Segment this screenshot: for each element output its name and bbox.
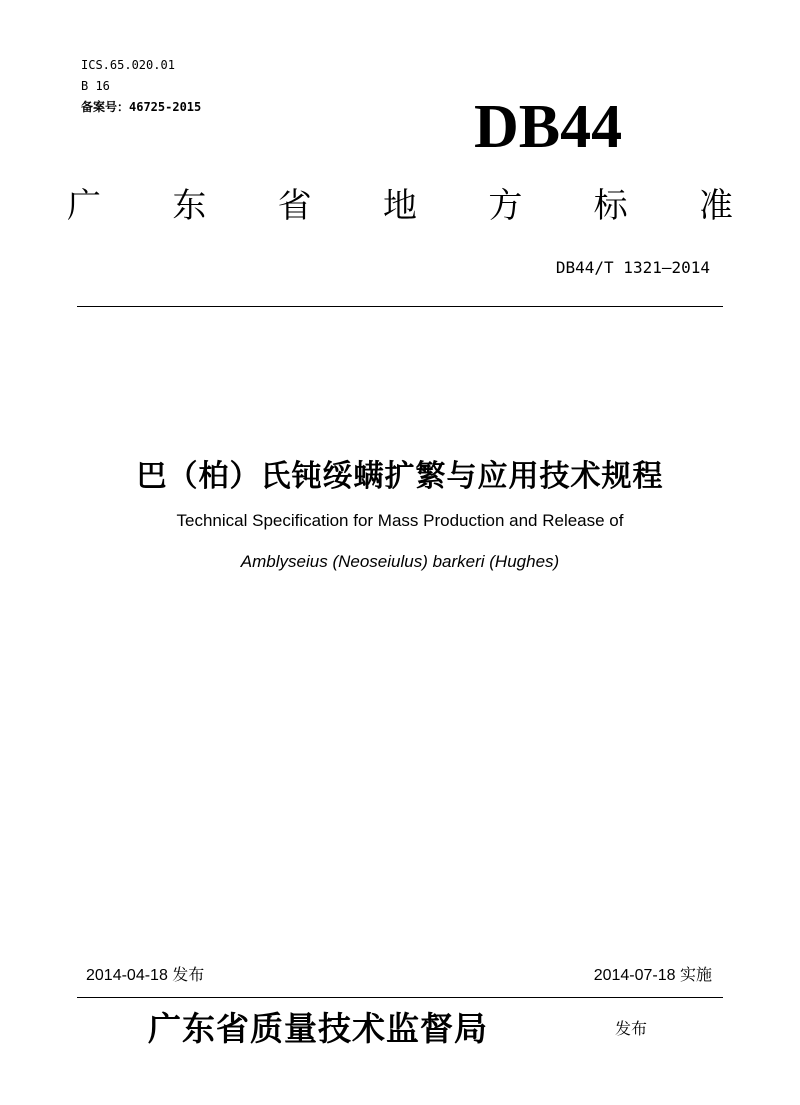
- header-divider: [77, 306, 723, 307]
- standard-number: DB44/T 1321—2014: [555, 258, 710, 277]
- title-char: 标: [593, 187, 628, 225]
- issuing-authority: 广东省质量技术监督局: [148, 1012, 488, 1048]
- record-number: 备案号：46725-2015: [81, 100, 202, 114]
- title-char: 方: [488, 187, 523, 225]
- issuing-authority-suffix: 发布: [615, 1021, 648, 1038]
- standard-code-logo: DB44: [474, 93, 623, 161]
- footer-divider: [77, 997, 723, 998]
- document-title-en-line2: Amblyseius (Neoseiulus) barkeri (Hughes): [240, 552, 560, 571]
- standard-type-title: [60, 183, 740, 229]
- document-title-en-line1: Technical Specification for Mass Production and Release of: [176, 511, 624, 530]
- title-char: 地: [382, 187, 417, 225]
- publish-date: 2014-04-18 发布: [86, 967, 205, 984]
- title-char: 广: [67, 187, 101, 225]
- ics-code: ICS.65.020.01: [81, 58, 175, 72]
- title-char: 东: [172, 187, 207, 225]
- title-char: 省: [277, 187, 312, 225]
- document-title-zh: 巴（柏）氏钝绥螨扩繁与应用技术规程: [136, 460, 664, 493]
- classification-code: B 16: [81, 79, 110, 93]
- title-char: 准: [698, 187, 733, 225]
- implement-date: 2014-07-18 实施: [593, 967, 712, 984]
